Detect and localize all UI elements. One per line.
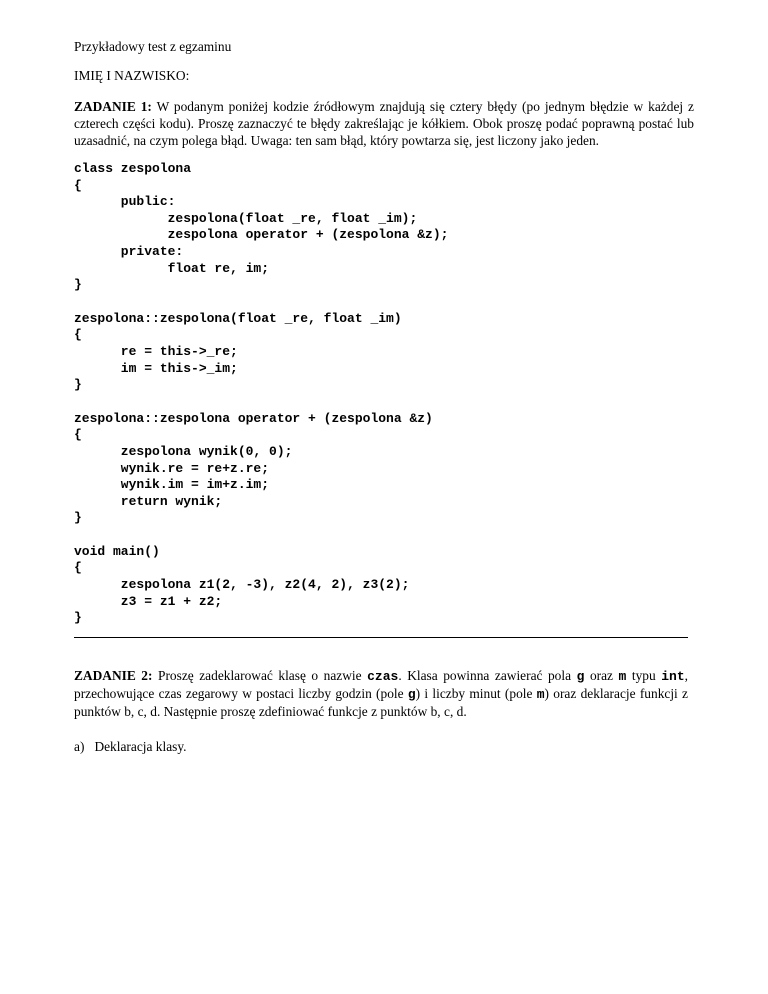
field-g: g: [576, 668, 585, 684]
field-g-ref: g: [407, 686, 416, 702]
code-class-declaration: class zespolona { public: zespolona(float _re, float _im); zespolona operator + (zespolona &z); private: float re, im; }: [74, 161, 449, 293]
code-operator-definition: zespolona::zespolona operator + (zespolona &z) { zespolona wynik(0, 0); wynik.re = re+z.re; wynik.im = im+z.im; return wynik; }: [74, 410, 433, 526]
section-divider: [74, 637, 688, 638]
code-constructor-definition: zespolona::zespolona(float _re, float _im) { re = this->_re; im = this->_im; }: [74, 310, 402, 393]
task-2-text-part: oraz: [584, 667, 619, 683]
name-label: IMIĘ I NAZWISKO:: [74, 68, 190, 83]
type-int: int: [661, 668, 685, 684]
document-title: Przykładowy test z egzaminu: [74, 39, 232, 54]
task-2-text-part: ) oraz deklaracje funkcji z punktów b, c, d. Następnie proszę zdefiniować funkcje z punktów b, c, d.: [74, 685, 688, 719]
task-2-text-part: . Klasa powinna zawierać pola: [398, 667, 577, 683]
task-2-text-part: ) i liczby minut (pole: [415, 685, 537, 701]
task-1-text: W podanym poniżej kodzie źródłowym znajdują się cztery błędy (po jednym błędzie w każdej z czterech części kodu). Proszę zaznaczyć te błędy zakreślając je kółkiem. Obok proszę podać poprawną postać lub uzasadnić, na czym polega błąd. Uwaga: ten sam błąd, który powtarza się, jest liczony jako jeden.: [74, 99, 694, 148]
task-1-instructions: [74, 98, 694, 149]
task-2-text-part: typu: [626, 667, 662, 683]
task-2-text-part: , przechowujące czas zegarowy w postaci liczby godzin (pole: [74, 667, 688, 701]
task-2-instructions: [74, 667, 688, 720]
task-2-text-part: Proszę zadeklarować klasę o nazwie: [158, 667, 368, 683]
task-1-label: ZADANIE 1:: [74, 99, 152, 114]
field-m: m: [618, 668, 627, 684]
task-2-label: ZADANIE 2:: [74, 667, 153, 683]
field-m-ref: m: [536, 686, 545, 702]
class-name-czas: czas: [367, 668, 399, 684]
document-page: [74, 38, 694, 755]
subtask-a-class-declaration: a) Deklaracja klasy.: [74, 738, 187, 754]
code-main-function: void main() { zespolona z1(2, -3), z2(4, 2), z3(2); z3 = z1 + z2; }: [74, 543, 410, 626]
